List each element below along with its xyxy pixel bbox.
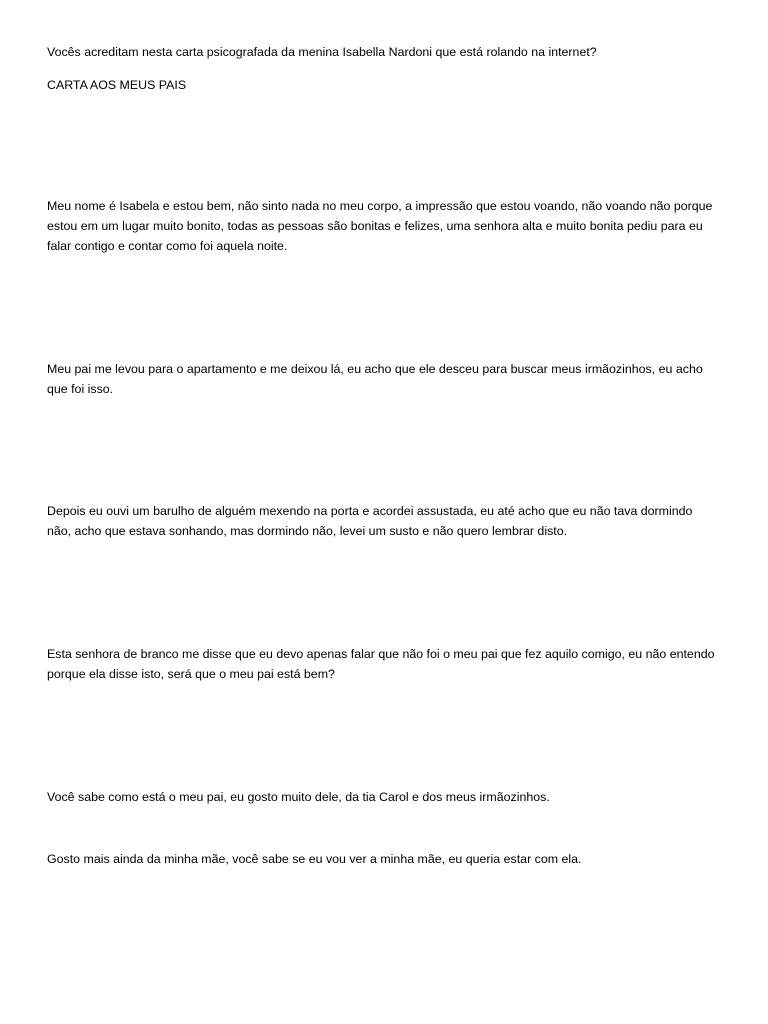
letter-paragraph-2: Meu pai me levou para o apartamento e me deixou lá, eu acho que ele desceu para buscar meus irmãozinhos, eu acho que foi isso.	[47, 362, 703, 396]
letter-paragraph-6: Gosto mais ainda da minha mãe, você sabe se eu vou ver a minha mãe, eu queria estar com ela.	[47, 852, 582, 866]
letter-paragraph-5: Você sabe como está o meu pai, eu gosto muito dele, da tia Carol e dos meus irmãozinhos.	[47, 790, 550, 804]
intro-question: Vocês acreditam nesta carta psicografada da menina Isabella Nardoni que está rolando na internet?	[47, 45, 597, 59]
letter-paragraph-4: Esta senhora de branco me disse que eu devo apenas falar que não foi o meu pai que fez aquilo comigo, eu não entendo porque ela disse isto, será que o meu pai está bem?	[47, 647, 715, 681]
letter-paragraph-3: Depois eu ouvi um barulho de alguém mexendo na porta e acordei assustada, eu até acho que eu não tava dormindo não, acho que estava sonhando, mas dormindo não, levei um susto e não quero lembrar disto.	[47, 504, 693, 538]
letter-paragraph-1: Meu nome é Isabela e estou bem, não sinto nada no meu corpo, a impressão que estou voando, não voando não porque estou em um lugar muito bonito, todas as pessoas são bonitas e felizes, uma senhora alta e muito bonita pediu para eu falar contigo e contar como foi aquela noite.	[47, 199, 713, 253]
letter-title: CARTA AOS MEUS PAIS	[47, 78, 187, 92]
